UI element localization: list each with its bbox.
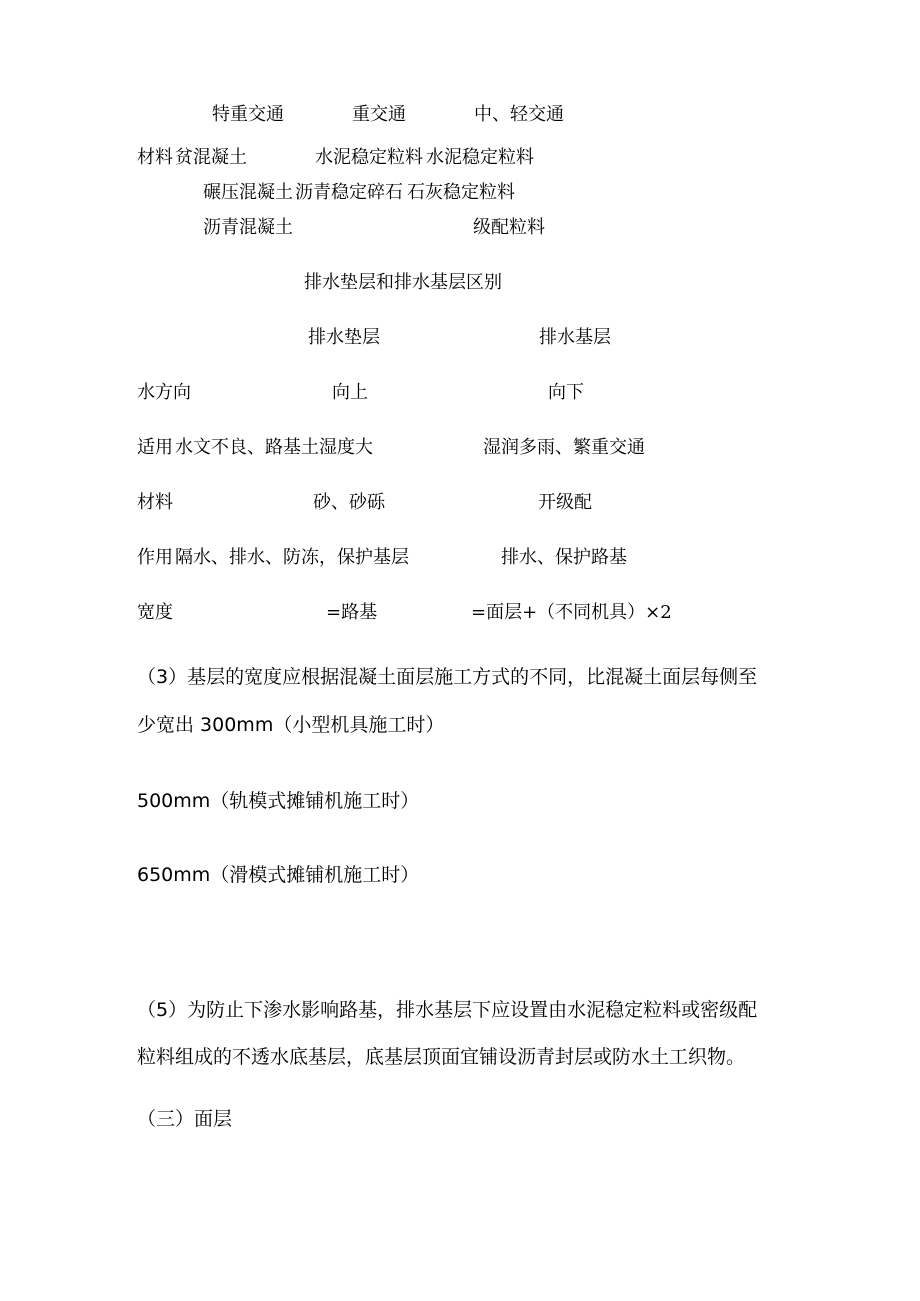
table2-cell-base: 湿润多雨、繁重交通 — [483, 437, 645, 458]
paragraph-3-line-3: 500mm（轨模式摊铺机施工时） — [137, 790, 420, 812]
paragraph-5-line-1: （5）为防止下渗水影响路基，排水基层下应设置由水泥稳定粒料或密级配 — [137, 999, 758, 1021]
table1-header-heavy: 重交通 — [352, 104, 406, 125]
table2-row-label: 水方向 — [137, 382, 191, 403]
table1-row1-col2: 水泥稳定粒料 — [315, 147, 423, 168]
paragraph-5-line-2: 粒料组成的不透水底基层，底基层顶面宜铺设沥青封层或防水土工织物。 — [137, 1046, 746, 1068]
section-heading: （三）面层 — [137, 1108, 233, 1130]
table1-row1-col3: 水泥稳定粒料 — [426, 147, 534, 168]
table2-title: 排水垫层和排水基层区别 — [304, 272, 502, 293]
paragraph-3-line-2: 少宽出 300mm（小型机具施工时） — [137, 714, 445, 736]
table2-cell-base: =面层+（不同机具）×2 — [471, 602, 672, 623]
table1-row3-col1: 沥青混凝土 — [203, 217, 293, 238]
table2-cell-base: 开级配 — [538, 492, 592, 513]
table2-cell-cushion: 水文不良、路基土湿度大 — [175, 437, 373, 458]
table2-cell-cushion: 砂、砂砾 — [313, 492, 385, 513]
table1-row-label-material: 材料 — [137, 147, 173, 168]
table1-row1-col1: 贫混凝土 — [175, 147, 247, 168]
table2-cell-cushion: 向上 — [332, 382, 368, 403]
table2-cell-base: 排水、保护路基 — [501, 547, 627, 568]
table2-cell-base: 向下 — [548, 382, 584, 403]
table1-header-heavy-special: 特重交通 — [212, 104, 284, 125]
table2-row-label: 宽度 — [137, 602, 173, 623]
table2-cell-cushion: 隔水、排水、防冻，保护基层 — [175, 547, 409, 568]
table2-row-label: 作用 — [137, 547, 173, 568]
table1-row2-col3: 石灰稳定粒料 — [407, 182, 515, 203]
table1-row2-col1: 碾压混凝土 — [203, 182, 293, 203]
paragraph-3-line-1: （3）基层的宽度应根据混凝土面层施工方式的不同，比混凝土面层每侧至 — [137, 666, 758, 688]
table2-header-drain-base: 排水基层 — [539, 327, 611, 348]
table2-header-drain-cushion: 排水垫层 — [308, 327, 380, 348]
table2-row-label: 适用 — [137, 437, 173, 458]
table2-row-label: 材料 — [137, 492, 173, 513]
paragraph-3-line-4: 650mm（滑模式摊铺机施工时） — [137, 864, 420, 886]
table1-row3-col3: 级配粒料 — [473, 217, 545, 238]
table2-cell-cushion: =路基 — [326, 602, 378, 623]
table1-row2-col2: 沥青稳定碎石 — [295, 182, 403, 203]
table1-header-medium-light: 中、轻交通 — [474, 104, 564, 125]
